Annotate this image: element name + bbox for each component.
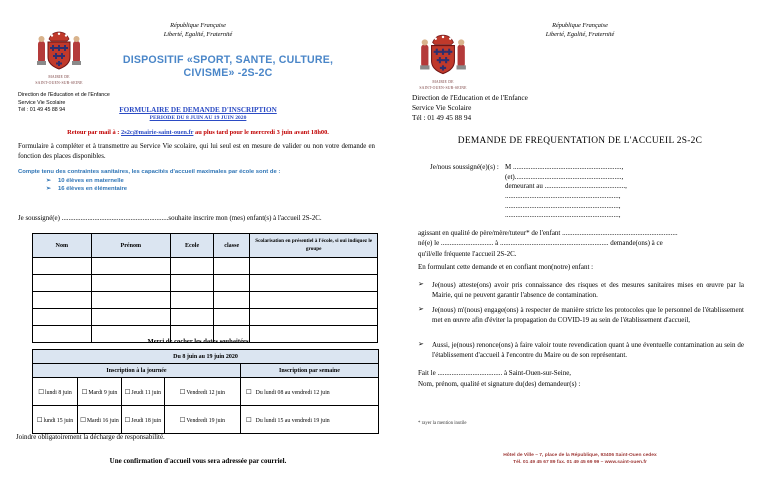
identity-line: M .............................................................., [505, 163, 624, 171]
empty-cell [33, 275, 92, 292]
signature-block [418, 368, 580, 389]
checkbox-icon[interactable]: ☐ [36, 416, 43, 424]
date-checkbox-cell[interactable] [33, 378, 78, 406]
return-notice-suffix: au plus tard pour le mercredi 3 juin avant 18h00. [193, 129, 329, 136]
dept-line1: Direction de l'Education et de l'Enfance [412, 93, 528, 102]
city-logo [412, 34, 474, 91]
empty-cell [33, 292, 92, 309]
identity-label: Je/nous soussigné(e)(s) : [430, 163, 499, 171]
dates-table [32, 349, 379, 434]
capacity-item-label: 16 élèves en élémentaire [57, 186, 128, 193]
table-row [33, 275, 378, 292]
guardian-paragraph [418, 228, 744, 259]
capacity-item-2 [18, 185, 375, 194]
empty-cell [214, 309, 250, 326]
form-page-left [8, 0, 388, 489]
date-label: lundi 15 juin [43, 417, 74, 424]
week-checkbox-cell[interactable] [240, 406, 378, 434]
identity-line: (et)............................................................., [505, 172, 624, 181]
empty-cell [250, 275, 378, 292]
checkbox-icon[interactable]: ☐ [81, 388, 88, 396]
confirmation-note: Une confirmation d'accueil vous sera adressée par courriel. [109, 457, 287, 465]
capacity-intro: Compte tenu des contraintes sanitaires, les capacités d'accueil maximales par école sont de : [18, 169, 281, 175]
week-checkbox-cell[interactable] [240, 378, 378, 406]
arrow-bullet-icon: ➢ [46, 186, 51, 193]
date-checkbox-cell[interactable] [77, 406, 121, 434]
identity-lines [505, 163, 738, 221]
empty-cell [170, 275, 213, 292]
conditions-intro: En formulant cette demande et en confiant mon(notre) enfant : [418, 263, 594, 271]
signature-line2: Nom, prénom, qualité et signature du(des) demandeur(s) : [418, 379, 581, 388]
identity-line: ................................................................., [505, 201, 621, 210]
week-label: Du lundi 08 au vendredi 12 juin [255, 389, 330, 396]
guardian-line3: qu'il/elle fréquente l'accueil 2S-2C. [418, 249, 517, 258]
empty-cell [214, 292, 250, 309]
condition-bullet-1 [418, 280, 744, 301]
date-label: Jeudi 18 juin [131, 417, 162, 424]
identity-line: ................................................................., [505, 191, 621, 200]
empty-cell [214, 275, 250, 292]
dept-line1: Direction de l'Education et de l'Enfance [18, 92, 110, 98]
date-checkbox-cell[interactable] [121, 378, 164, 406]
attachment-note: Joindre obligatoirement la décharge de responsabilité. [16, 434, 165, 441]
dates-period-header: Du 8 juin au 19 juin 2020 [33, 350, 379, 364]
checkbox-icon[interactable]: ☐ [245, 388, 252, 396]
date-label: Mardi 16 juin [86, 417, 119, 424]
checkbox-icon[interactable]: ☐ [179, 388, 186, 396]
date-checkbox-cell[interactable] [164, 406, 240, 434]
coat-of-arms-icon [34, 31, 84, 75]
dept-line2: Service Vie Scolaire [18, 99, 66, 106]
page-title-line1: DISPOSITIF «SPORT, SANTE, CULTURE, [122, 54, 334, 66]
dates-day-header: Inscription à la journée [33, 364, 241, 378]
empty-cell [91, 309, 170, 326]
coat-of-arms-icon [417, 34, 469, 80]
dept-line2: Service Vie Scolaire [412, 102, 472, 112]
department-block [412, 93, 528, 123]
empty-cell [91, 275, 170, 292]
footnote: * rayer la mention inutile [418, 421, 467, 426]
checkbox-icon[interactable]: ☐ [179, 416, 186, 424]
instructions-paragraph: Formulaire à compléter et à transmettre au Service Vie scolaire, qui lui seul est en mesure de valider ou non votre demande en fonction des places disponibles. [18, 143, 375, 161]
empty-cell [250, 292, 378, 309]
table-row [33, 309, 378, 326]
page-title [78, 54, 378, 80]
dates-caption: Merci de cocher les dates souhaitées [147, 338, 249, 345]
checkbox-icon[interactable]: ☐ [124, 416, 131, 424]
return-notice [8, 129, 388, 136]
logo-caption-line1: MAIRIE DE [48, 75, 70, 79]
identity-line: demeurant au .............................................., [505, 182, 627, 191]
date-label: lundi 8 juin [44, 389, 72, 396]
email-link[interactable]: 2s2c@mairie-saint-ouen.fr [121, 129, 194, 136]
form-page-right [392, 0, 768, 489]
arrow-bullet-icon: ➢ [46, 177, 51, 184]
empty-cell [33, 309, 92, 326]
week-label: Du lundi 15 au vendredi 19 juin [255, 417, 330, 424]
arrow-bullet-icon: ➢ [418, 306, 424, 313]
guardian-line2: né(e) le .............................. à .............................................................. demande(ons) à ce [418, 239, 663, 248]
table-row [33, 258, 378, 275]
empty-cell [91, 292, 170, 309]
page-title: DEMANDE DE FREQUENTATION DE L'ACCUEIL 2S-2C [457, 136, 703, 146]
return-notice-prefix: Retour par mail à : [67, 129, 122, 136]
page-footer [392, 452, 768, 467]
dates-week-header: Inscription par semaine [240, 364, 378, 378]
condition-text: Je(nous) m'(nous) engage(ons) à respecter de manière stricte les protocoles que le personnel de l'établissement met en œuvre afin d'éviter la propagation du COVID-19 au sein de l'établissement d'accueil, [432, 306, 744, 325]
footer-line2: Tél. 01 49 45 67 89 fax. 01 49 45 69 99 – www.saint-ouen.fr [513, 460, 647, 466]
col-header-nom: Nom [33, 234, 92, 258]
empty-cell [250, 258, 378, 275]
guardian-line1: agissant en qualité de père/mère/tuteur* de l'enfant .................................................................. [418, 229, 678, 237]
republique-line2: Liberté, Egalité, Fraternité [163, 30, 233, 38]
logo-caption-line1: MAIRIE DE [432, 80, 454, 84]
page-title-line2: CIVISME» -2S-2C [183, 66, 273, 79]
arrow-bullet-icon: ➢ [418, 281, 424, 288]
condition-bullet-3 [418, 340, 744, 361]
dates-row-week2 [33, 406, 379, 434]
capacity-item-1 [18, 177, 375, 186]
date-checkbox-cell[interactable] [33, 406, 78, 434]
checkbox-icon[interactable]: ☐ [80, 416, 86, 424]
form-period: PERIODE DU 8 JUIN AU 19 JUIN 2020 [149, 115, 247, 121]
date-checkbox-cell[interactable] [164, 378, 240, 406]
empty-cell [91, 258, 170, 275]
empty-cell [170, 292, 213, 309]
empty-cell [214, 258, 250, 275]
children-table [32, 233, 378, 343]
logo-caption-line2: SAINT-OUEN-SUR-SEINE [35, 80, 83, 85]
empty-cell [170, 258, 213, 275]
condition-text: Je(nous) atteste(ons) avoir pris connaissance des risques et des mesures sanitaires mises en œuvre par la Mairie, qui ne peuvent garantir l'absence de contamination. [432, 281, 744, 300]
empty-cell [170, 309, 213, 326]
col-header-scolarisation: Scolarisation en présentiel à l'école, si oui indiquez le groupe [250, 234, 378, 258]
capacity-item-label: 10 élèves en maternelle [57, 177, 124, 184]
republique-line1: République Française [552, 22, 608, 29]
footer-line1: Hôtel de Ville – 7, place de la République, 93406 Saint-Ouen cedex [503, 453, 657, 458]
checkbox-icon[interactable]: ☐ [124, 388, 131, 396]
form-heading: FORMULAIRE DE DEMANDE D'INSCRIPTION [119, 106, 277, 114]
col-header-prenom: Prénom [91, 234, 170, 258]
date-label: Vendredi 19 juin [186, 417, 226, 424]
date-checkbox-cell[interactable] [77, 378, 121, 406]
empty-cell [250, 309, 378, 326]
date-label: Jeudi 11 juin [131, 389, 162, 396]
logo-caption-line2: SAINT-OUEN-SUR-SEINE [419, 85, 467, 90]
dates-row-week1 [33, 378, 379, 406]
capacity-section [18, 168, 375, 194]
checkbox-icon[interactable]: ☐ [38, 388, 44, 396]
signature-line1: Fait le ..................................... à Saint-Ouen-sur-Seine, [418, 369, 572, 377]
condition-text: Aussi, je(nous) renonce(ons) à faire valoir toute revendication quant à une éventuelle contamination au sein de l'établissement d'accueil à l'encontre du Maire ou de son représentant. [432, 341, 744, 360]
table-row [33, 292, 378, 309]
arrow-bullet-icon: ➢ [418, 341, 424, 348]
condition-bullet-2 [418, 305, 744, 326]
checkbox-icon[interactable]: ☐ [245, 416, 252, 424]
republique-line2: Liberté, Egalité, Fraternité [545, 30, 615, 38]
identity-line: ................................................................., [505, 211, 621, 220]
date-label: Vendredi 12 juin [186, 389, 226, 396]
dept-line3: Tél : 01 49 45 88 94 [412, 112, 472, 122]
declaration-line: Je soussigné(e) ..............................................................souhaite inscrire mon (mes) enfant(s) à l'accueil 2S-2C. [18, 215, 322, 222]
dept-line3: Tél : 01 49 45 88 94 [18, 107, 66, 114]
republique-line1: République Française [170, 22, 226, 29]
date-checkbox-cell[interactable] [121, 406, 164, 434]
col-header-classe: classe [214, 234, 250, 258]
empty-cell [33, 258, 92, 275]
col-header-ecole: Ecole [170, 234, 213, 258]
date-label: Mardi 9 juin [88, 389, 118, 396]
